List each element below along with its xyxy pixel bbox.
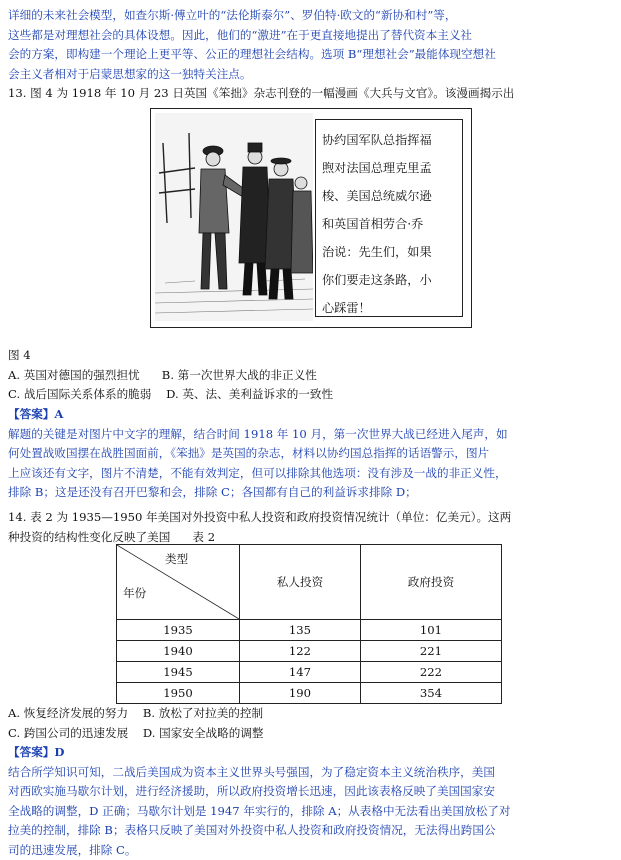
cell-private: 190 [240,683,361,704]
q14-stem-line: 种投资的结构性变化反映了美国 表 2 [8,528,614,548]
cell-year: 1940 [117,641,240,662]
q14-explanation-line: 全战略的调整，D 正确；马歇尔计划是 1947 年实行的，排除 A；从表格中无法看出美国放松了对 [8,802,614,822]
intro-line: 详细的未来社会模型，如查尔斯·傅立叶的“法伦斯泰尔”、罗伯特·欧文的“新协和村”等， [8,6,614,26]
q14-stem [8,508,614,547]
cell-year: 1935 [117,620,240,641]
q14-stem-line: 14. 表 2 为 1935—1950 年美国对外投资中私人投资和政府投资情况统计（单位：亿美元）。这两 [8,508,614,528]
table-row [117,662,502,683]
caption-line: 心踩雷！ [322,294,456,322]
table-header-row [117,545,502,620]
q14-answer: 【答案】D [8,743,614,763]
cell-government: 221 [361,641,502,662]
q13-answer: 【答案】A [8,405,614,425]
caption-line: 你们要走这条路，小 [322,266,456,294]
q13-explanation-line: 解题的关键是对图片中文字的理解，结合时间 1918 年 10 月，第一次世界大战已经进入尾声，如 [8,425,614,445]
q14-option-line: A. 恢复经济发展的努力 B. 放松了对拉美的控制 [8,704,614,724]
q14-options-block [8,704,614,743]
cell-private: 135 [240,620,361,641]
caption-line: 协约国军队总指挥福 [322,126,456,154]
cartoon-caption [315,119,463,317]
header-private: 私人投资 [240,545,361,620]
cell-government: 354 [361,683,502,704]
intro-paragraph [8,6,614,84]
q13-explanation-line: 上应该还有文字，图片不清楚，不能有效判定，但可以排除其他选项：没有涉及一战的非正义性， [8,464,614,484]
figure-4-cartoon [150,108,472,328]
cartoon-illustration [155,113,313,321]
caption-line: 梭、美国总统威尔逊 [322,182,456,210]
cell-year: 1950 [117,683,240,704]
q14-explanation-line: 司的迅速发展，排除 C。 [8,841,614,860]
q13-option-line: A. 英国对德国的强烈担忧 B. 第一次世界大战的非正义性 [8,366,614,386]
cell-year: 1945 [117,662,240,683]
table-row [117,683,502,704]
cell-government: 101 [361,620,502,641]
header-type: 类型 [165,551,188,567]
q13-stem: 13. 图 4 为 1918 年 10 月 23 日英国《笨拙》杂志刊登的一幅漫画《大兵与文官》。该漫画揭示出 [8,84,614,104]
caption-line: 治说：先生们，如果 [322,238,456,266]
cell-private: 147 [240,662,361,683]
header-year: 年份 [123,585,146,601]
intro-line: 会的方案，即构建一个理论上更平等、公正的理想社会结构。选项 B“理想社会”最能体现空想社 [8,45,614,65]
cell-government: 222 [361,662,502,683]
figure-label: 图 4 [8,346,614,366]
cell-private: 122 [240,641,361,662]
header-diagonal-cell [117,545,240,620]
q13-explanation-line: 排除 B；这是还没有召开巴黎和会，排除 C；各国都有自己的利益诉求排除 D； [8,483,614,503]
caption-line: 煦对法国总理克里孟 [322,154,456,182]
q14-explanation-line: 对西欧实施马歇尔计划，进行经济援助，所以政府投资增长迅速，因此该表格反映了美国国家安 [8,782,614,802]
q13-option-line: C. 战后国际关系体系的脆弱 D. 英、法、美利益诉求的一致性 [8,385,614,405]
table-row [117,620,502,641]
intro-line: 会主义者相对于启蒙思想家的这一独特关注点。 [8,65,614,85]
q13-options-block [8,346,614,405]
header-government: 政府投资 [361,545,502,620]
table-row [117,641,502,662]
q14-explanation-line: 拉美的控制，排除 B；表格只反映了美国对外投资中私人投资和政府投资情况，无法得出跨国公 [8,821,614,841]
q13-answer-block [8,405,614,503]
q14-answer-block [8,743,614,860]
caption-line: 和英国首相劳合·乔 [322,210,456,238]
q14-explanation-line: 结合所学知识可知，二战后美国成为资本主义世界头号强国，为了稳定资本主义统治秩序，美国 [8,763,614,783]
q14-option-line: C. 跨国公司的迅速发展 D. 国家安全战略的调整 [8,724,614,744]
table-2 [116,544,502,704]
intro-line: 这些都是对理想社会的具体设想。因此，他们的“激进”在于更直接地提出了替代资本主义社 [8,26,614,46]
q13-explanation-line: 何处置战败国摆在战胜国面前，《笨拙》是英国的杂志，材料以协约国总指挥的话语警示，图片 [8,444,614,464]
